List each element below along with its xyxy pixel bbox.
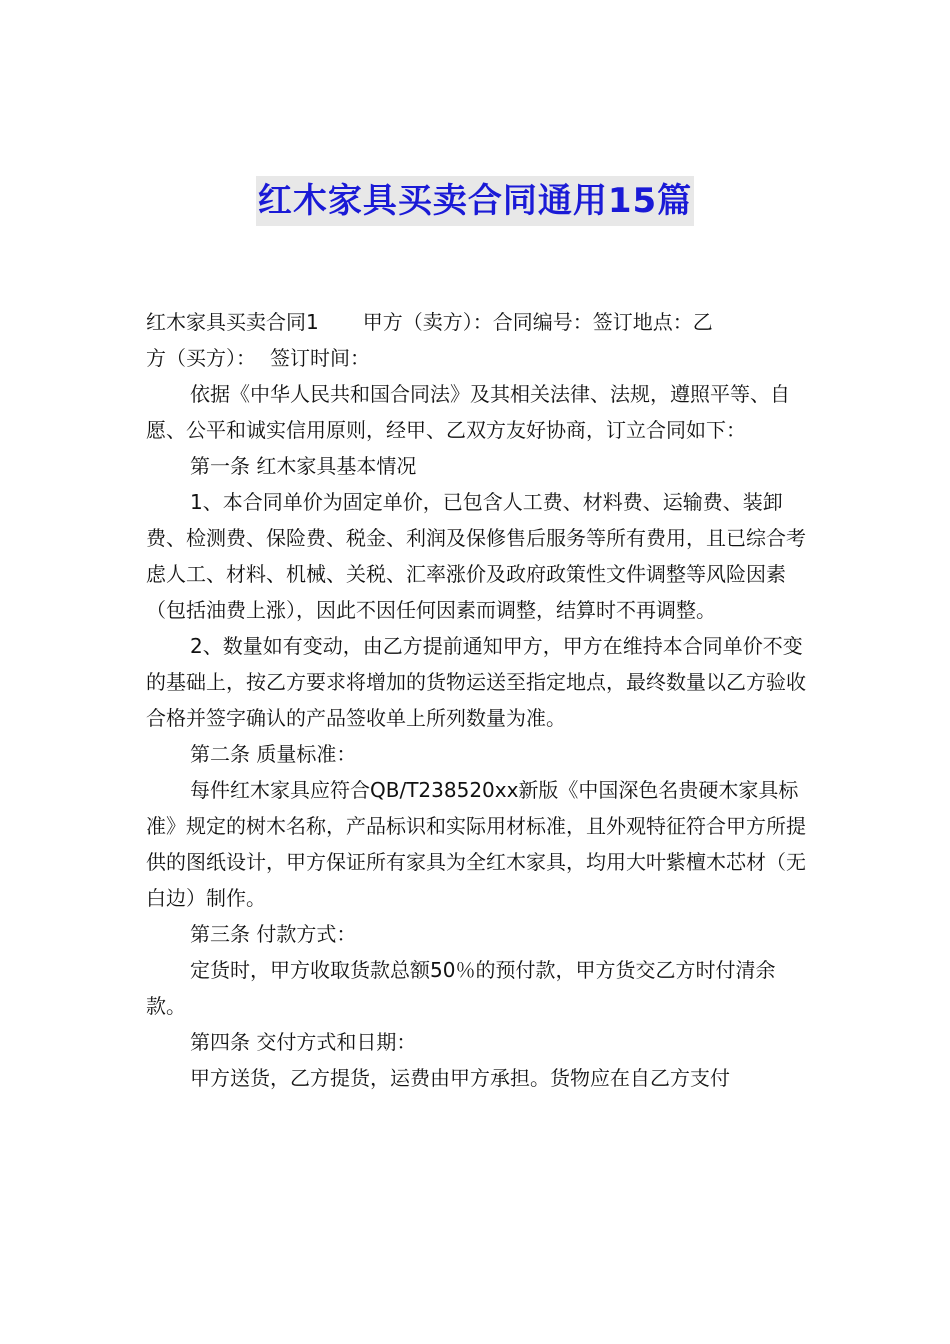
document-body	[146, 304, 812, 1096]
paragraph-intro: 依据《中华人民共和国合同法》及其相关法律、法规，遵照平等、自愿、公平和诚实信用原则，经甲、乙双方友好协商，订立合同如下：	[146, 382, 790, 442]
article-2-heading: 第二条 质量标准：	[190, 742, 357, 766]
header-line-1	[146, 304, 812, 340]
article-1-item-2: 2、数量如有变动，由乙方提前通知甲方，甲方在维持本合同单价不变的基础上，按乙方要求将增加的货物运送至指定地点，最终数量以乙方验收合格并签字确认的产品签收单上所列数量为准。	[146, 634, 806, 730]
party-b-label: 方（买方）：	[146, 346, 256, 370]
article-2-body: 每件红木家具应符合QB/T238520xx新版《中国深色名贵硬木家具标准》规定的树木名称，产品标识和实际用材标准，且外观特征符合甲方所提供的图纸设计，甲方保证所有家具为全红木家具，均用大叶紫檀木芯材（无白边）制作。	[146, 778, 806, 910]
contract-name: 红木家具买卖合同1	[146, 310, 319, 334]
article-1-item-1: 1、本合同单价为固定单价，已包含人工费、材料费、运输费、装卸费、检测费、保险费、税金、利润及保修售后服务等所有费用，且已综合考虑人工、材料、机械、关税、汇率涨价及政府政策性文件调整等风险因素（包括油费上涨），因此不因任何因素而调整，结算时不再调整。	[146, 490, 806, 622]
article-3-heading: 第三条 付款方式：	[190, 922, 357, 946]
article-4-body: 甲方送货，乙方提货，运费由甲方承担。货物应在自乙方支付	[190, 1066, 730, 1090]
article-4-heading: 第四条 交付方式和日期：	[190, 1030, 417, 1054]
article-1-heading: 第一条 红木家具基本情况	[190, 454, 417, 478]
sign-time-label: 签订时间：	[270, 346, 370, 370]
document-title: 红木家具买卖合同通用15篇	[256, 176, 694, 226]
title-container	[0, 176, 950, 226]
article-3-body: 定货时，甲方收取货款总额50％的预付款，甲方货交乙方时付清余款。	[146, 958, 776, 1018]
party-a-line: 甲方（卖方）：合同编号：签订地点：乙	[362, 310, 713, 334]
header-line-2	[146, 340, 812, 376]
